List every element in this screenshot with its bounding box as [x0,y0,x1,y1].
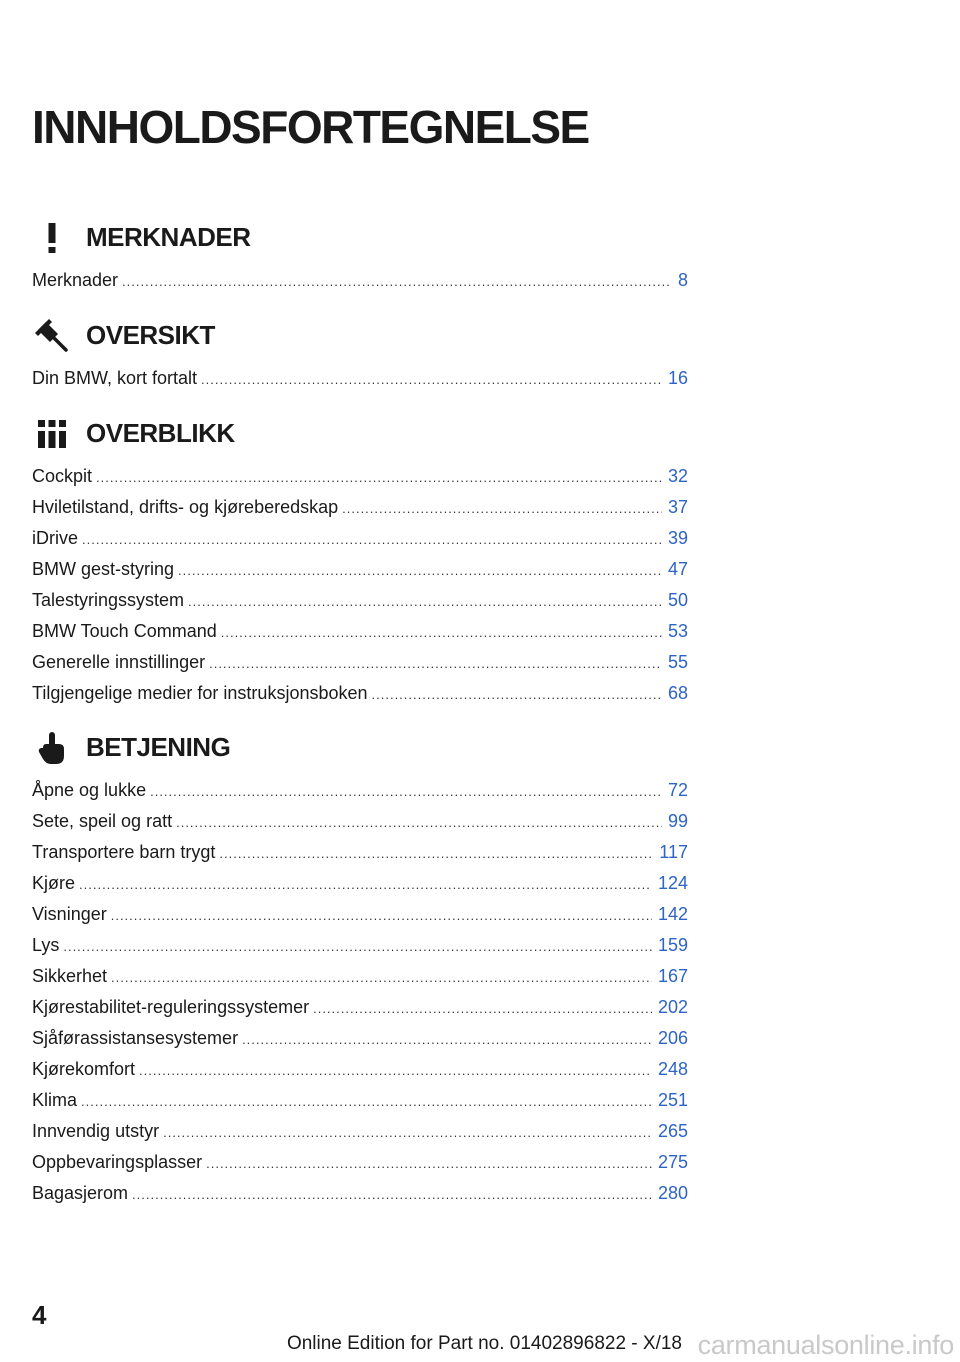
toc-entry-label: Sete, speil og ratt [32,811,173,831]
toc-page-link[interactable]: 99 [667,811,688,831]
dot-leader [176,815,662,830]
dot-leader [221,625,662,640]
dot-leader [178,563,662,578]
toc-entry-label: Oppbevaringsplasser [32,1152,203,1172]
dot-leader [209,656,662,671]
dot-leader [132,1187,652,1202]
section-title: MERKNADER [86,222,251,252]
toc-entry[interactable] [32,966,688,997]
toc-list [32,466,688,714]
toc-entry-label: Innvendig utstyr [32,1121,160,1141]
toc-entry-label: Din BMW, kort fortalt [32,368,198,388]
toc-entry[interactable] [32,1090,688,1121]
section-title: BETJENING [86,732,231,762]
toc-page-link[interactable]: 202 [657,997,688,1017]
dot-leader [81,1094,652,1109]
toc-page-link[interactable]: 16 [667,368,688,388]
toc-page-link[interactable]: 8 [677,270,688,290]
toc-entry-label: Lys [32,935,60,955]
section-title: OVERSIKT [86,320,215,350]
toc-page-link[interactable]: 265 [657,1121,688,1141]
toc-entry-label: BMW gest-styring [32,559,175,579]
toc-page-link[interactable]: 248 [657,1059,688,1079]
section-merknader [32,218,688,301]
section-overblikk [32,414,688,714]
section-header [32,728,688,780]
toc-entry-label: Tilgjengelige medier for instruksjonsboken [32,683,368,703]
toc-entry[interactable] [32,270,688,301]
dot-leader [122,274,672,289]
toc-entry[interactable] [32,935,688,966]
hand-pointer-icon [32,728,72,768]
dot-leader [150,784,662,799]
toc-page-link[interactable]: 55 [667,652,688,672]
toc-entry[interactable] [32,904,688,935]
toc-entry[interactable] [32,466,688,497]
dot-leader [201,372,662,387]
section-header [32,414,688,466]
toc-page-link[interactable]: 117 [659,842,688,862]
toc-entry[interactable] [32,683,688,714]
toc-entry[interactable] [32,811,688,842]
exclamation-icon [32,218,72,258]
toc-page-link[interactable]: 251 [657,1090,688,1110]
toc-page-link[interactable]: 142 [657,904,688,924]
toc-entry[interactable] [32,528,688,559]
dot-leader [219,846,653,861]
toc-page-link[interactable]: 68 [667,683,688,703]
toc-entry-label: iDrive [32,528,79,548]
toc-entry[interactable] [32,780,688,811]
toc-list [32,780,688,1214]
toc-entry[interactable] [32,1028,688,1059]
toc-entry-label: Generelle innstillinger [32,652,206,672]
dot-leader [82,532,662,547]
watermark: carmanualsonline.info [697,1330,954,1360]
dot-leader [96,470,662,485]
toc-page-link[interactable]: 275 [657,1152,688,1172]
dot-leader [372,687,662,702]
toc-entry-label: Merknader [32,270,119,290]
section-oversikt [32,316,688,399]
page-number: 4 [32,1300,47,1330]
pin-icon [32,316,72,356]
dot-leader [188,594,662,609]
dot-leader [242,1032,652,1047]
toc-entry[interactable] [32,1183,688,1214]
dot-leader [313,1001,652,1016]
toc-page-link[interactable]: 280 [657,1183,688,1203]
toc-entry-label: Kjøre [32,873,76,893]
page-title: INNHOLDSFORTEGNELSE [32,101,589,153]
section-header [32,316,688,368]
toc-entry-label: Sikkerhet [32,966,108,986]
toc-entry[interactable] [32,1059,688,1090]
toc-entry[interactable] [32,590,688,621]
toc-entry[interactable] [32,621,688,652]
section-betjening [32,728,688,1214]
toc-entry-label: BMW Touch Command [32,621,217,641]
toc-entry-label: Klima [32,1090,78,1110]
dot-leader [79,877,652,892]
toc-entry[interactable] [32,997,688,1028]
toc-entry-label: Talestyringssystem [32,590,185,610]
toc-entry[interactable] [32,1152,688,1183]
dot-leader [163,1125,652,1140]
footer-edition-text: Online Edition for Part no. 01402896822 - X/18 [286,1333,682,1354]
toc-page-link[interactable]: 124 [657,873,688,893]
toc-entry[interactable] [32,1121,688,1152]
toc-entry-label: Transportere barn trygt [32,842,216,862]
section-header [32,218,688,270]
toc-entry-label: Bagasjerom [32,1183,129,1203]
toc-page-link[interactable]: 39 [667,528,688,548]
dot-leader [111,908,652,923]
toc-entry[interactable] [32,368,688,399]
toc-page-link[interactable]: 32 [667,466,688,486]
toc-page-link[interactable]: 206 [657,1028,688,1048]
dot-leader [206,1156,652,1171]
toc-entry-label: Kjørestabilitet-reguleringssystemer [32,997,310,1017]
toc-entry[interactable] [32,842,688,873]
toc-page-link[interactable]: 37 [667,497,688,517]
toc-page-link[interactable]: 50 [667,590,688,610]
toc-entry-label: Visninger [32,904,107,924]
toc-entry[interactable] [32,497,688,528]
grid-icon [32,414,72,454]
dot-leader [342,501,662,516]
toc-entry-label: Åpne og lukke [32,780,147,800]
toc-entry[interactable] [32,652,688,683]
toc-page-link[interactable]: 72 [667,780,688,800]
toc-list [32,270,688,301]
toc-page-link[interactable]: 167 [657,966,688,986]
section-title: OVERBLIKK [86,418,235,448]
dot-leader [63,939,652,954]
toc-page-link[interactable]: 53 [667,621,688,641]
toc-page-link[interactable]: 47 [667,559,688,579]
toc-entry[interactable] [32,873,688,904]
toc-page-link[interactable]: 159 [657,935,688,955]
toc-entry-label: Kjørekomfort [32,1059,136,1079]
toc-entry-label: Sjåførassistansesystemer [32,1028,239,1048]
toc-entry-label: Cockpit [32,466,93,486]
toc-list [32,368,688,399]
toc-entry[interactable] [32,559,688,590]
dot-leader [111,970,652,985]
dot-leader [139,1063,652,1078]
toc-entry-label: Hviletilstand, drifts- og kjøreberedskap [32,497,339,517]
